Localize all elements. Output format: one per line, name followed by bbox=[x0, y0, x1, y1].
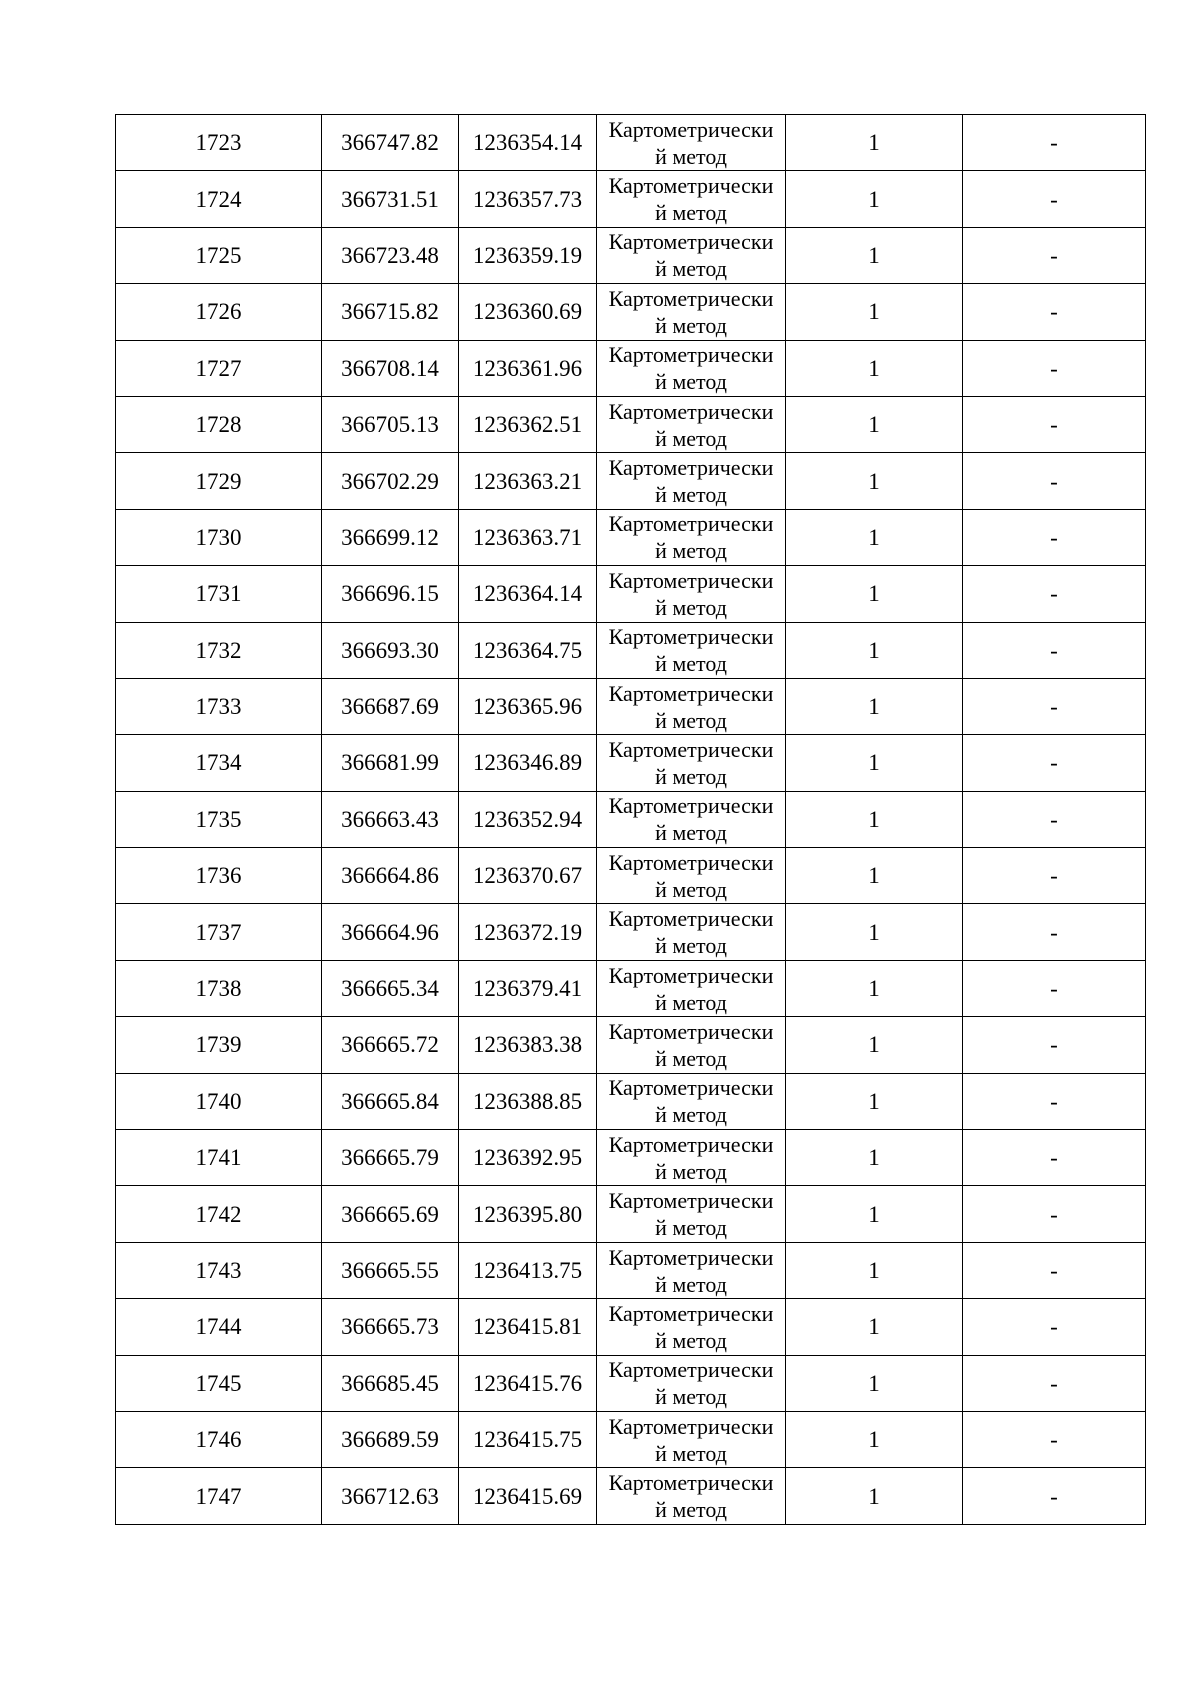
table-row bbox=[116, 115, 1146, 171]
table-row bbox=[116, 227, 1146, 283]
table-row bbox=[116, 791, 1146, 847]
method-text-line-1: Картометрически bbox=[608, 1470, 774, 1496]
point-number-cell: 1731 bbox=[116, 566, 322, 622]
point-number-cell: 1745 bbox=[116, 1355, 322, 1411]
accuracy-cell: 1 bbox=[786, 396, 963, 452]
method-text-line-2: й метод bbox=[655, 933, 727, 959]
method-cell bbox=[597, 1242, 786, 1298]
x-coordinate-cell: 366731.51 bbox=[322, 171, 459, 227]
method-cell bbox=[597, 1186, 786, 1242]
accuracy-cell: 1 bbox=[786, 227, 963, 283]
method-text-line-1: Картометрически bbox=[608, 511, 774, 537]
method-cell bbox=[597, 171, 786, 227]
accuracy-cell: 1 bbox=[786, 678, 963, 734]
x-coordinate-cell: 366665.55 bbox=[322, 1242, 459, 1298]
point-number-cell: 1736 bbox=[116, 848, 322, 904]
note-cell: - bbox=[963, 115, 1146, 171]
method-cell bbox=[597, 284, 786, 340]
y-coordinate-cell: 1236379.41 bbox=[459, 960, 597, 1016]
x-coordinate-cell: 366665.72 bbox=[322, 1017, 459, 1073]
y-coordinate-cell: 1236364.75 bbox=[459, 622, 597, 678]
accuracy-cell: 1 bbox=[786, 509, 963, 565]
method-text-line-2: й метод bbox=[655, 1215, 727, 1241]
method-text-line-2: й метод bbox=[655, 369, 727, 395]
method-text-line-2: й метод bbox=[655, 482, 727, 508]
note-cell: - bbox=[963, 171, 1146, 227]
method-cell bbox=[597, 678, 786, 734]
y-coordinate-cell: 1236364.14 bbox=[459, 566, 597, 622]
accuracy-cell: 1 bbox=[786, 284, 963, 340]
point-number-cell: 1729 bbox=[116, 453, 322, 509]
method-text-line-2: й метод bbox=[655, 538, 727, 564]
y-coordinate-cell: 1236360.69 bbox=[459, 284, 597, 340]
table-row bbox=[116, 735, 1146, 791]
table-row bbox=[116, 171, 1146, 227]
method-text-line-2: й метод bbox=[655, 763, 727, 789]
point-number-cell: 1730 bbox=[116, 509, 322, 565]
y-coordinate-cell: 1236354.14 bbox=[459, 115, 597, 171]
accuracy-cell: 1 bbox=[786, 566, 963, 622]
method-cell bbox=[597, 227, 786, 283]
y-coordinate-cell: 1236362.51 bbox=[459, 396, 597, 452]
y-coordinate-cell: 1236357.73 bbox=[459, 171, 597, 227]
y-coordinate-cell: 1236361.96 bbox=[459, 340, 597, 396]
note-cell: - bbox=[963, 509, 1146, 565]
table-row bbox=[116, 1073, 1146, 1129]
method-cell bbox=[597, 904, 786, 960]
x-coordinate-cell: 366665.79 bbox=[322, 1130, 459, 1186]
method-cell bbox=[597, 622, 786, 678]
method-cell bbox=[597, 396, 786, 452]
method-text-line-1: Картометрически bbox=[608, 1357, 774, 1383]
method-text-line-1: Картометрически bbox=[608, 849, 774, 875]
y-coordinate-cell: 1236388.85 bbox=[459, 1073, 597, 1129]
method-text-line-1: Картометрически bbox=[608, 624, 774, 650]
point-number-cell: 1732 bbox=[116, 622, 322, 678]
method-text-line-1: Картометрически bbox=[608, 116, 774, 142]
accuracy-cell: 1 bbox=[786, 735, 963, 791]
y-coordinate-cell: 1236395.80 bbox=[459, 1186, 597, 1242]
table-row bbox=[116, 1130, 1146, 1186]
x-coordinate-cell: 366665.84 bbox=[322, 1073, 459, 1129]
method-cell bbox=[597, 848, 786, 904]
note-cell: - bbox=[963, 735, 1146, 791]
method-cell bbox=[597, 735, 786, 791]
accuracy-cell: 1 bbox=[786, 848, 963, 904]
x-coordinate-cell: 366665.34 bbox=[322, 960, 459, 1016]
y-coordinate-cell: 1236415.69 bbox=[459, 1468, 597, 1524]
method-text-line-1: Картометрически bbox=[608, 1075, 774, 1101]
point-number-cell: 1725 bbox=[116, 227, 322, 283]
y-coordinate-cell: 1236365.96 bbox=[459, 678, 597, 734]
y-coordinate-cell: 1236413.75 bbox=[459, 1242, 597, 1298]
method-text-line-2: й метод bbox=[655, 1327, 727, 1353]
note-cell: - bbox=[963, 453, 1146, 509]
method-text-line-2: й метод bbox=[655, 425, 727, 451]
y-coordinate-cell: 1236415.81 bbox=[459, 1299, 597, 1355]
x-coordinate-cell: 366681.99 bbox=[322, 735, 459, 791]
point-number-cell: 1739 bbox=[116, 1017, 322, 1073]
point-number-cell: 1740 bbox=[116, 1073, 322, 1129]
method-text-line-2: й метод bbox=[655, 707, 727, 733]
accuracy-cell: 1 bbox=[786, 960, 963, 1016]
y-coordinate-cell: 1236346.89 bbox=[459, 735, 597, 791]
point-number-cell: 1733 bbox=[116, 678, 322, 734]
method-text-line-2: й метод bbox=[655, 820, 727, 846]
y-coordinate-cell: 1236363.71 bbox=[459, 509, 597, 565]
method-text-line-1: Картометрически bbox=[608, 1413, 774, 1439]
method-text-line-1: Картометрически bbox=[608, 398, 774, 424]
x-coordinate-cell: 366747.82 bbox=[322, 115, 459, 171]
method-text-line-1: Картометрически bbox=[608, 1300, 774, 1326]
accuracy-cell: 1 bbox=[786, 622, 963, 678]
method-text-line-1: Картометрически bbox=[608, 906, 774, 932]
accuracy-cell: 1 bbox=[786, 115, 963, 171]
note-cell: - bbox=[963, 1299, 1146, 1355]
method-text-line-2: й метод bbox=[655, 200, 727, 226]
method-text-line-1: Картометрически bbox=[608, 1018, 774, 1044]
x-coordinate-cell: 366723.48 bbox=[322, 227, 459, 283]
table-row bbox=[116, 1299, 1146, 1355]
note-cell: - bbox=[963, 904, 1146, 960]
point-number-cell: 1743 bbox=[116, 1242, 322, 1298]
x-coordinate-cell: 366702.29 bbox=[322, 453, 459, 509]
method-cell bbox=[597, 960, 786, 1016]
coordinates-table-body bbox=[116, 115, 1146, 1525]
note-cell: - bbox=[963, 1073, 1146, 1129]
table-row bbox=[116, 1468, 1146, 1524]
x-coordinate-cell: 366689.59 bbox=[322, 1411, 459, 1467]
coordinates-table bbox=[115, 114, 1146, 1525]
table-row bbox=[116, 1186, 1146, 1242]
point-number-cell: 1741 bbox=[116, 1130, 322, 1186]
x-coordinate-cell: 366665.69 bbox=[322, 1186, 459, 1242]
method-text-line-2: й метод bbox=[655, 256, 727, 282]
x-coordinate-cell: 366663.43 bbox=[322, 791, 459, 847]
table-row bbox=[116, 678, 1146, 734]
table-row bbox=[116, 904, 1146, 960]
method-text-line-1: Картометрически bbox=[608, 567, 774, 593]
y-coordinate-cell: 1236372.19 bbox=[459, 904, 597, 960]
point-number-cell: 1737 bbox=[116, 904, 322, 960]
method-text-line-2: й метод bbox=[655, 1497, 727, 1523]
y-coordinate-cell: 1236359.19 bbox=[459, 227, 597, 283]
method-cell bbox=[597, 453, 786, 509]
method-cell bbox=[597, 791, 786, 847]
y-coordinate-cell: 1236363.21 bbox=[459, 453, 597, 509]
table-row bbox=[116, 284, 1146, 340]
method-cell bbox=[597, 1017, 786, 1073]
note-cell: - bbox=[963, 1411, 1146, 1467]
note-cell: - bbox=[963, 960, 1146, 1016]
method-text-line-2: й метод bbox=[655, 312, 727, 338]
x-coordinate-cell: 366696.15 bbox=[322, 566, 459, 622]
accuracy-cell: 1 bbox=[786, 791, 963, 847]
x-coordinate-cell: 366664.96 bbox=[322, 904, 459, 960]
note-cell: - bbox=[963, 566, 1146, 622]
method-text-line-2: й метод bbox=[655, 1102, 727, 1128]
table-row bbox=[116, 1017, 1146, 1073]
method-text-line-1: Картометрически bbox=[608, 455, 774, 481]
x-coordinate-cell: 366665.73 bbox=[322, 1299, 459, 1355]
method-text-line-1: Картометрически bbox=[608, 285, 774, 311]
x-coordinate-cell: 366705.13 bbox=[322, 396, 459, 452]
point-number-cell: 1738 bbox=[116, 960, 322, 1016]
y-coordinate-cell: 1236415.76 bbox=[459, 1355, 597, 1411]
accuracy-cell: 1 bbox=[786, 171, 963, 227]
method-cell bbox=[597, 566, 786, 622]
point-number-cell: 1734 bbox=[116, 735, 322, 791]
table-row bbox=[116, 622, 1146, 678]
x-coordinate-cell: 366699.12 bbox=[322, 509, 459, 565]
note-cell: - bbox=[963, 1186, 1146, 1242]
x-coordinate-cell: 366715.82 bbox=[322, 284, 459, 340]
x-coordinate-cell: 366664.86 bbox=[322, 848, 459, 904]
note-cell: - bbox=[963, 791, 1146, 847]
method-cell bbox=[597, 1299, 786, 1355]
method-text-line-2: й метод bbox=[655, 876, 727, 902]
table-row bbox=[116, 848, 1146, 904]
note-cell: - bbox=[963, 1355, 1146, 1411]
point-number-cell: 1735 bbox=[116, 791, 322, 847]
table-row bbox=[116, 1411, 1146, 1467]
point-number-cell: 1726 bbox=[116, 284, 322, 340]
table-row bbox=[116, 960, 1146, 1016]
method-text-line-2: й метод bbox=[655, 143, 727, 169]
method-cell bbox=[597, 1468, 786, 1524]
note-cell: - bbox=[963, 622, 1146, 678]
method-text-line-2: й метод bbox=[655, 1158, 727, 1184]
method-cell bbox=[597, 340, 786, 396]
x-coordinate-cell: 366693.30 bbox=[322, 622, 459, 678]
accuracy-cell: 1 bbox=[786, 340, 963, 396]
x-coordinate-cell: 366712.63 bbox=[322, 1468, 459, 1524]
note-cell: - bbox=[963, 284, 1146, 340]
note-cell: - bbox=[963, 1468, 1146, 1524]
note-cell: - bbox=[963, 1130, 1146, 1186]
method-cell bbox=[597, 509, 786, 565]
note-cell: - bbox=[963, 396, 1146, 452]
table-row bbox=[116, 340, 1146, 396]
point-number-cell: 1742 bbox=[116, 1186, 322, 1242]
x-coordinate-cell: 366687.69 bbox=[322, 678, 459, 734]
x-coordinate-cell: 366685.45 bbox=[322, 1355, 459, 1411]
table-row bbox=[116, 509, 1146, 565]
note-cell: - bbox=[963, 678, 1146, 734]
table-row bbox=[116, 1242, 1146, 1298]
y-coordinate-cell: 1236383.38 bbox=[459, 1017, 597, 1073]
note-cell: - bbox=[963, 340, 1146, 396]
accuracy-cell: 1 bbox=[786, 1073, 963, 1129]
accuracy-cell: 1 bbox=[786, 1242, 963, 1298]
method-text-line-2: й метод bbox=[655, 1045, 727, 1071]
note-cell: - bbox=[963, 227, 1146, 283]
method-cell bbox=[597, 1130, 786, 1186]
method-text-line-2: й метод bbox=[655, 651, 727, 677]
method-cell bbox=[597, 1355, 786, 1411]
y-coordinate-cell: 1236415.75 bbox=[459, 1411, 597, 1467]
accuracy-cell: 1 bbox=[786, 1017, 963, 1073]
accuracy-cell: 1 bbox=[786, 453, 963, 509]
y-coordinate-cell: 1236370.67 bbox=[459, 848, 597, 904]
table-row bbox=[116, 566, 1146, 622]
accuracy-cell: 1 bbox=[786, 1411, 963, 1467]
method-text-line-1: Картометрически bbox=[608, 1131, 774, 1157]
method-text-line-2: й метод bbox=[655, 1384, 727, 1410]
accuracy-cell: 1 bbox=[786, 904, 963, 960]
note-cell: - bbox=[963, 848, 1146, 904]
point-number-cell: 1727 bbox=[116, 340, 322, 396]
method-cell bbox=[597, 115, 786, 171]
accuracy-cell: 1 bbox=[786, 1355, 963, 1411]
table-row bbox=[116, 396, 1146, 452]
note-cell: - bbox=[963, 1017, 1146, 1073]
accuracy-cell: 1 bbox=[786, 1130, 963, 1186]
method-text-line-1: Картометрически bbox=[608, 1188, 774, 1214]
x-coordinate-cell: 366708.14 bbox=[322, 340, 459, 396]
point-number-cell: 1728 bbox=[116, 396, 322, 452]
method-text-line-2: й метод bbox=[655, 1271, 727, 1297]
table-row bbox=[116, 453, 1146, 509]
method-text-line-2: й метод bbox=[655, 989, 727, 1015]
point-number-cell: 1724 bbox=[116, 171, 322, 227]
method-cell bbox=[597, 1411, 786, 1467]
method-text-line-2: й метод bbox=[655, 1440, 727, 1466]
point-number-cell: 1746 bbox=[116, 1411, 322, 1467]
method-text-line-1: Картометрически bbox=[608, 736, 774, 762]
method-text-line-1: Картометрически bbox=[608, 962, 774, 988]
accuracy-cell: 1 bbox=[786, 1299, 963, 1355]
table-row bbox=[116, 1355, 1146, 1411]
accuracy-cell: 1 bbox=[786, 1468, 963, 1524]
accuracy-cell: 1 bbox=[786, 1186, 963, 1242]
y-coordinate-cell: 1236352.94 bbox=[459, 791, 597, 847]
method-text-line-1: Картометрически bbox=[608, 173, 774, 199]
method-text-line-1: Картометрически bbox=[608, 342, 774, 368]
method-cell bbox=[597, 1073, 786, 1129]
note-cell: - bbox=[963, 1242, 1146, 1298]
method-text-line-1: Картометрически bbox=[608, 680, 774, 706]
point-number-cell: 1723 bbox=[116, 115, 322, 171]
method-text-line-1: Картометрически bbox=[608, 229, 774, 255]
point-number-cell: 1744 bbox=[116, 1299, 322, 1355]
y-coordinate-cell: 1236392.95 bbox=[459, 1130, 597, 1186]
point-number-cell: 1747 bbox=[116, 1468, 322, 1524]
method-text-line-1: Картометрически bbox=[608, 793, 774, 819]
method-text-line-2: й метод bbox=[655, 594, 727, 620]
method-text-line-1: Картометрически bbox=[608, 1244, 774, 1270]
